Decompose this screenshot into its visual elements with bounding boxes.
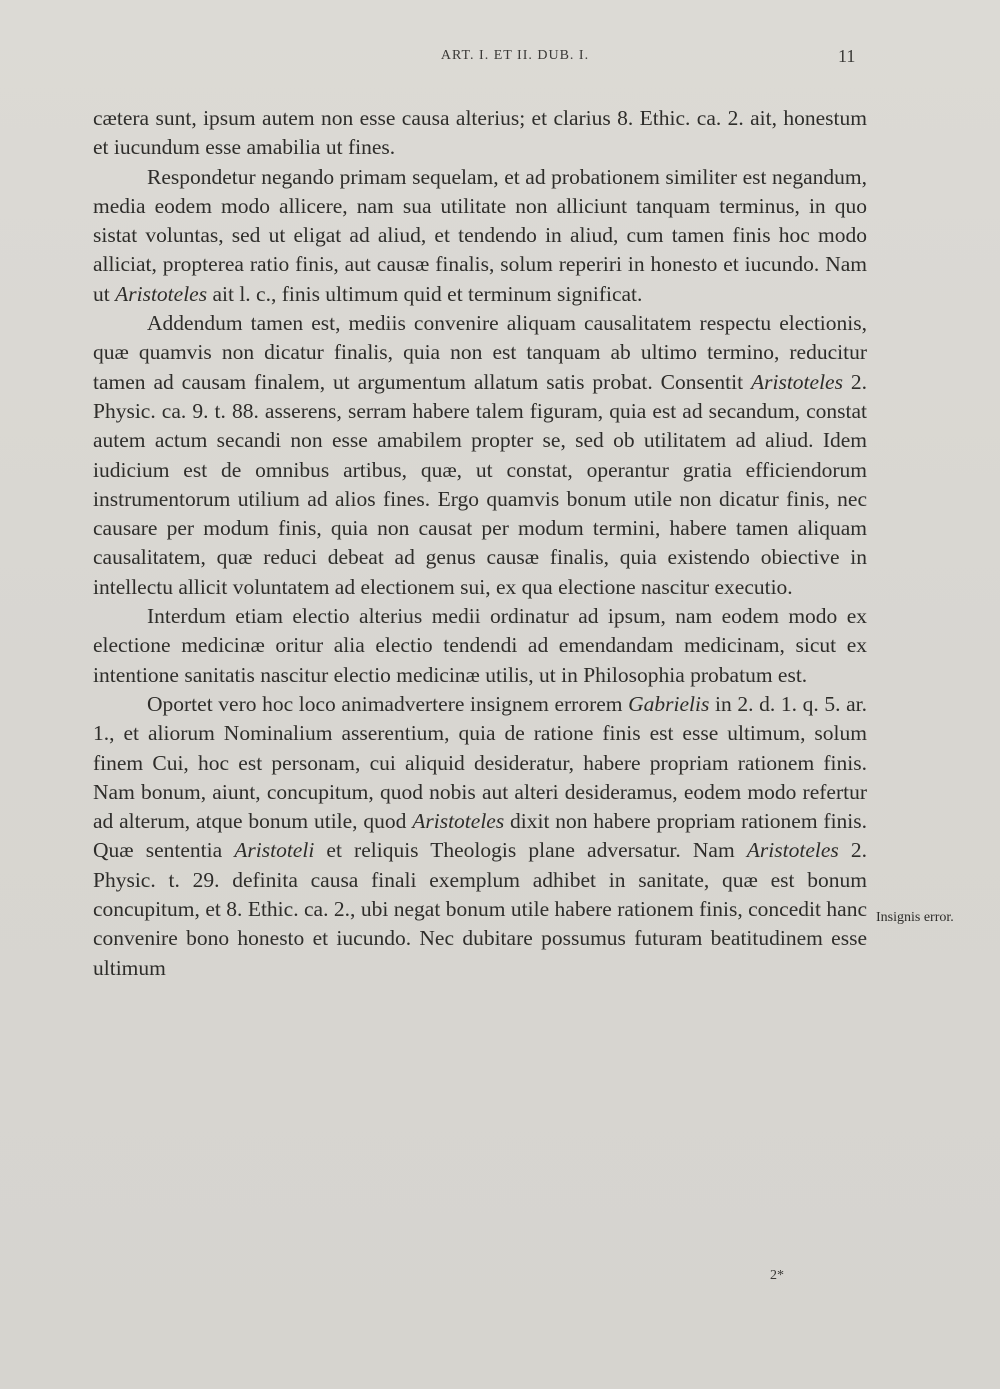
text-run: Interdum etiam electio alterius medii ordinatur ad ipsum, nam eodem modo ex electione medicinæ oritur alia electio tendendi ad emendandam medicinam, sicut ex intentione sanitatis nascitur electio medicinæ utilis, ut in Philosophia probatum est. xyxy=(93,604,867,687)
margin-note: Insignis error. xyxy=(876,910,954,925)
text-run: ait l. c., finis ultimum quid et terminum significat. xyxy=(207,281,643,306)
text-run: Respondetur negando primam sequelam, et ad probationem similiter est negandum, media eodem modo allicere, nam sua utilitate non alliciunt tanquam terminus, in quo sistat voluntas, sed ut eligat ad aliud, et tendendo in aliud, cum tamen finis hoc modo alliciat, propterea ratio finis, aut causæ finalis, solum reperiri in honesto et iucundo. Nam ut xyxy=(93,164,867,306)
text-run: Addendum tamen est, mediis convenire aliquam causalitatem respectu electionis, quæ quamvis non dicatur finalis, quia non est tanquam ab ultimo termino, reducitur tamen ad causam finalem, ut argumentum allatum satis probat. Consentit xyxy=(93,311,867,394)
italic-name: Aristoteles xyxy=(750,369,843,394)
signature-mark: 2* xyxy=(770,1268,784,1283)
running-head-text: ART. I. ET II. DUB. I. xyxy=(440,48,590,63)
italic-name: Aristoteli xyxy=(234,838,315,863)
body-text xyxy=(93,104,867,983)
text-run: dixit non habere propriam rationem finis. Quæ sententia xyxy=(93,809,868,863)
page-number: 11 xyxy=(838,46,856,66)
paragraph xyxy=(93,163,867,309)
text-run: cætera sunt, ipsum autem non esse causa alterius; et clarius 8. Ethic. ca. 2. ait, honestum et iucundum esse amabilia ut fines. xyxy=(93,106,867,160)
paragraph xyxy=(93,104,867,163)
text-run: in 2. d. 1. q. 5. ar. 1., et aliorum Nominalium asserentium, quia de ratione finis est esse ultimum, solum finem Cui, hoc est personam, cui aliquid desideratur, habere propriam rationem finis. Nam bonum, aiunt, concupitum, quod nobis aut alteri desideramus, eodem modo refertur ad alterum, atque bonum utile, quod xyxy=(93,691,867,834)
text-run: Oportet vero hoc loco animadvertere insignem errorem xyxy=(147,691,629,716)
italic-name: Aristoteles xyxy=(412,809,505,834)
paragraph xyxy=(93,690,867,983)
text-run: 2. Physic. ca. 9. t. 88. asserens, serram habere talem figuram, quia est ad secandum, constat autem actum secandi non esse amabilem propter se, sed ob utilitatem ad aliud. Idem iudicium est de omnibus artibus, quæ, ut constat, operantur gratia efficiendorum instrumentorum utilium ad alios fines. Ergo quamvis bonum utile non dicatur finis, nec causare per modum finis, quia non causat per modum termini, habere tamen aliquam causalitatem, quæ reduci debeat ad genus causæ finalis, quia existendo obiective in intellectu allicit voluntatem ad electionem sui, ex qua electione nascitur executio. xyxy=(93,369,867,599)
italic-name: Gabrielis xyxy=(628,691,710,716)
italic-name: Aristoteles xyxy=(746,838,839,863)
paragraph xyxy=(93,309,867,602)
text-run: et reliquis Theologis plane adversatur. Nam xyxy=(314,838,747,863)
text-run: 2. Physic. t. 29. definita causa finali exemplum adhibet in sanitate, quæ est bonum concupitum, et 8. Ethic. ca. 2., ubi negat bonum utile habere rationem finis, concedit hanc convenire bono honesto et iucundo. Nec dubitare possumus futuram beatitudinem esse ultimum xyxy=(93,838,867,980)
paragraph xyxy=(93,602,867,690)
italic-name: Aristoteles xyxy=(115,281,208,306)
